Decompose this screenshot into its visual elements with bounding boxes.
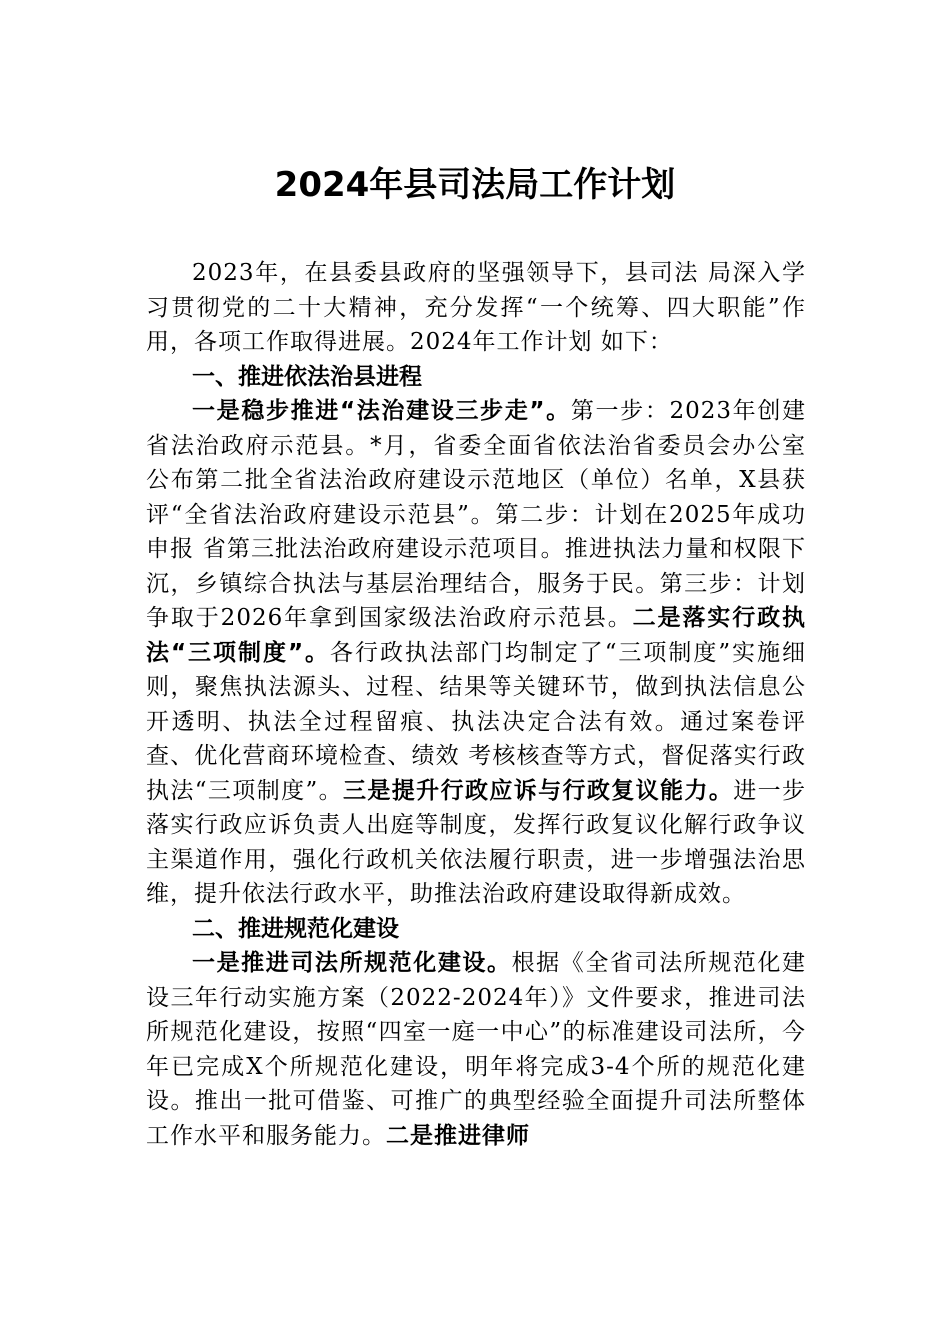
document-body xyxy=(146,256,806,1153)
section1-text-3: 进一步落实行政应诉负责人出庭等制度，发挥行政复议化解行政争议主渠道作用，强化行政机关依法履行职责，进一步增强法治思维，提升依法行政水平，助推法治政府建设取得新成效。 xyxy=(146,777,807,907)
section1-text-1: 第一步：2023年创建 省法治政府示范县。*月，省委全面省依法治省委员会办公室公布第二批全省法治政府建设示范地区（单位）名单，X县获评“全省法治政府建设示范县”。第二步：计划在2025年成功申报 省第三批法治政府建设示范项目。推进执法力量和权限下沉，乡镇综合执法与基层治理结合，服务于民。第三步：计划争取于2026年拿到国家级法治政府示范县。 xyxy=(146,398,806,631)
section1-lead-3: 三是提升行政应诉与行政复议能力。 xyxy=(343,777,734,804)
section1-lead-1: 一是稳步推进“法治建设三步走”。 xyxy=(192,398,571,424)
section1-text-2: 各行政执法部门均制定了“三项制度”实施细则，聚焦执法源头、过程、结果等关键环节，做到执法信息公开透明、执法全过程留痕、执法决定合法有效。通过案卷评查、优化营商环境检查、绩效 考核核查等方式，督促落实行政执法“三项制度”。 xyxy=(146,639,806,804)
section2-lead-1: 一是推进司法所规范化建设。 xyxy=(192,950,512,976)
section2-paragraph xyxy=(146,946,806,1153)
document-title: 2024年县司法局工作计划 xyxy=(274,165,676,205)
section2-lead-2: 二是推进律师 xyxy=(386,1122,530,1149)
section-heading-1: 一、推进依法治县进程 xyxy=(192,363,422,390)
section-heading-2: 二、推进规范化建设 xyxy=(192,915,399,942)
intro-paragraph: 2023年，在县委县政府的坚强领导下，县司法 局深入学习贯彻党的二十大精神，充分发挥“一个统筹、四大职能”作用，各项工作取得进展。2024年工作计划 如下： xyxy=(146,260,806,355)
section1-lead-2: 二是落实行政执法“三项制度”。 xyxy=(146,605,806,666)
section2-text-1: 根据《全省司法所规范化建设三年行动实施方案（2022-2024年）》文件要求，推进司法所规范化建设，按照“四室一庭一中心”的标准建设司法所，今年已完成X个所规范化建设，明年将完成3-4个所的规范化建设。推出一批可借鉴、可推广的典型经验全面提升司法所整体工作水平和服务能力。 xyxy=(146,950,807,1149)
section1-paragraph xyxy=(146,394,806,912)
